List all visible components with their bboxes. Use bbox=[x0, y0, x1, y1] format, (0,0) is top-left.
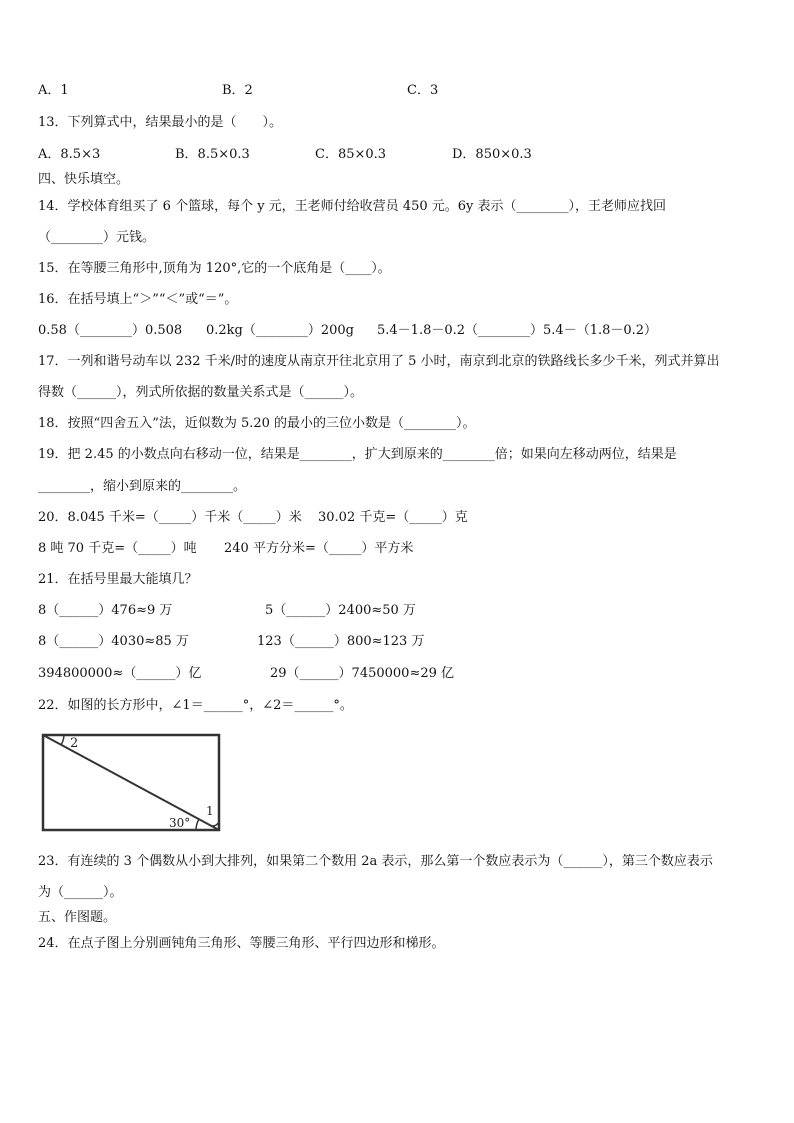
angle-2-label: 2 bbox=[70, 736, 79, 751]
q16-item-3: 5.4－1.8－0.2（________）5.4－（1.8－0.2） bbox=[377, 323, 658, 338]
section-5-heading: 五、作图题。 bbox=[38, 910, 117, 925]
section-4-heading: 四、快乐填空。 bbox=[38, 172, 130, 187]
q21-item: 8（______）4030≈85 万 bbox=[38, 634, 189, 649]
angle-30-arc bbox=[196, 819, 199, 830]
q17-line-1: 17．一列和谐号动车以 232 千米/时的速度从南京开往北京用了 5 小时，南京到北京的铁路线长多少千米，列式并算出 bbox=[38, 354, 720, 369]
q20-item-1: 20．8.045 千米=（_____）千米（_____）米 bbox=[38, 510, 302, 525]
q21-item: 29（______）7450000≈29 亿 bbox=[270, 666, 455, 681]
q13-option-d: D．850×0.3 bbox=[452, 147, 532, 162]
q21-item: 123（______）800≈123 万 bbox=[257, 634, 425, 649]
q12-option-b: B．2 bbox=[222, 83, 253, 98]
q24-question: 24．在点子图上分别画钝角三角形、等腰三角形、平行四边形和梯形。 bbox=[38, 936, 445, 951]
angle-1-label: 1 bbox=[206, 804, 214, 818]
q22-question: 22．如图的长方形中，∠1＝______°，∠2＝______°。 bbox=[38, 698, 353, 713]
q20-item-3: 8 吨 70 千克=（_____）吨 bbox=[38, 541, 197, 556]
q21-item: 394800000≈（______）亿 bbox=[38, 666, 202, 681]
angle-30-label: 30° bbox=[169, 816, 191, 830]
q23-line-2: 为（______）。 bbox=[38, 885, 123, 900]
q16-item-2: 0.2kg（________）200g bbox=[206, 323, 355, 338]
q18-question: 18．按照“四舍五入”法，近似数为 5.20 的最小的三位小数是（________）。 bbox=[38, 416, 476, 431]
q12-option-a: A．1 bbox=[38, 83, 69, 98]
q13-option-c: C．85×0.3 bbox=[315, 147, 387, 162]
q21-item: 8（______）476≈9 万 bbox=[38, 603, 173, 618]
q23-line-1: 23．有连续的 3 个偶数从小到大排列，如果第二个数用 2a 表示，那么第一个数应表示为（______），第三个数应表示 bbox=[38, 854, 713, 869]
q16-question: 16．在括号填上“＞”“＜”或“＝”。 bbox=[38, 292, 238, 307]
angle-2-arc bbox=[61, 735, 64, 745]
q19-line-1: 19．把 2.45 的小数点向右移动一位，结果是________，扩大到原来的________倍；如果向左移动两位，结果是 bbox=[38, 447, 677, 462]
q21-item: 5（______）2400≈50 万 bbox=[265, 603, 416, 618]
rectangle-angle-figure bbox=[40, 730, 222, 834]
q20-item-2: 30.02 千克=（_____）克 bbox=[318, 510, 468, 525]
q19-line-2: ________，缩小到原来的________。 bbox=[38, 479, 247, 494]
q21-question: 21．在括号里最大能填几？ bbox=[38, 572, 198, 587]
q15-question: 15．在等腰三角形中,顶角为 120°,它的一个底角是（____）。 bbox=[38, 261, 391, 276]
q13-option-a: A．8.5×3 bbox=[38, 147, 101, 162]
q16-item-1: 0.58（________）0.508 bbox=[38, 323, 183, 338]
q14-line-2: （________）元钱。 bbox=[38, 230, 156, 245]
q17-line-2: 得数（______），列式所依据的数量关系式是（______）。 bbox=[38, 385, 364, 400]
q12-option-c: C．3 bbox=[407, 83, 439, 98]
q14-line-1: 14．学校体育组买了 6 个篮球，每个 y 元，王老师付给收营员 450 元。6y 表示（________），王老师应找回 bbox=[38, 199, 667, 214]
q13-option-b: B．8.5×0.3 bbox=[175, 147, 250, 162]
q20-item-4: 240 平方分米=（_____）平方米 bbox=[224, 541, 414, 556]
q13-question: 13．下列算式中，结果最小的是（ ）。 bbox=[38, 115, 283, 130]
